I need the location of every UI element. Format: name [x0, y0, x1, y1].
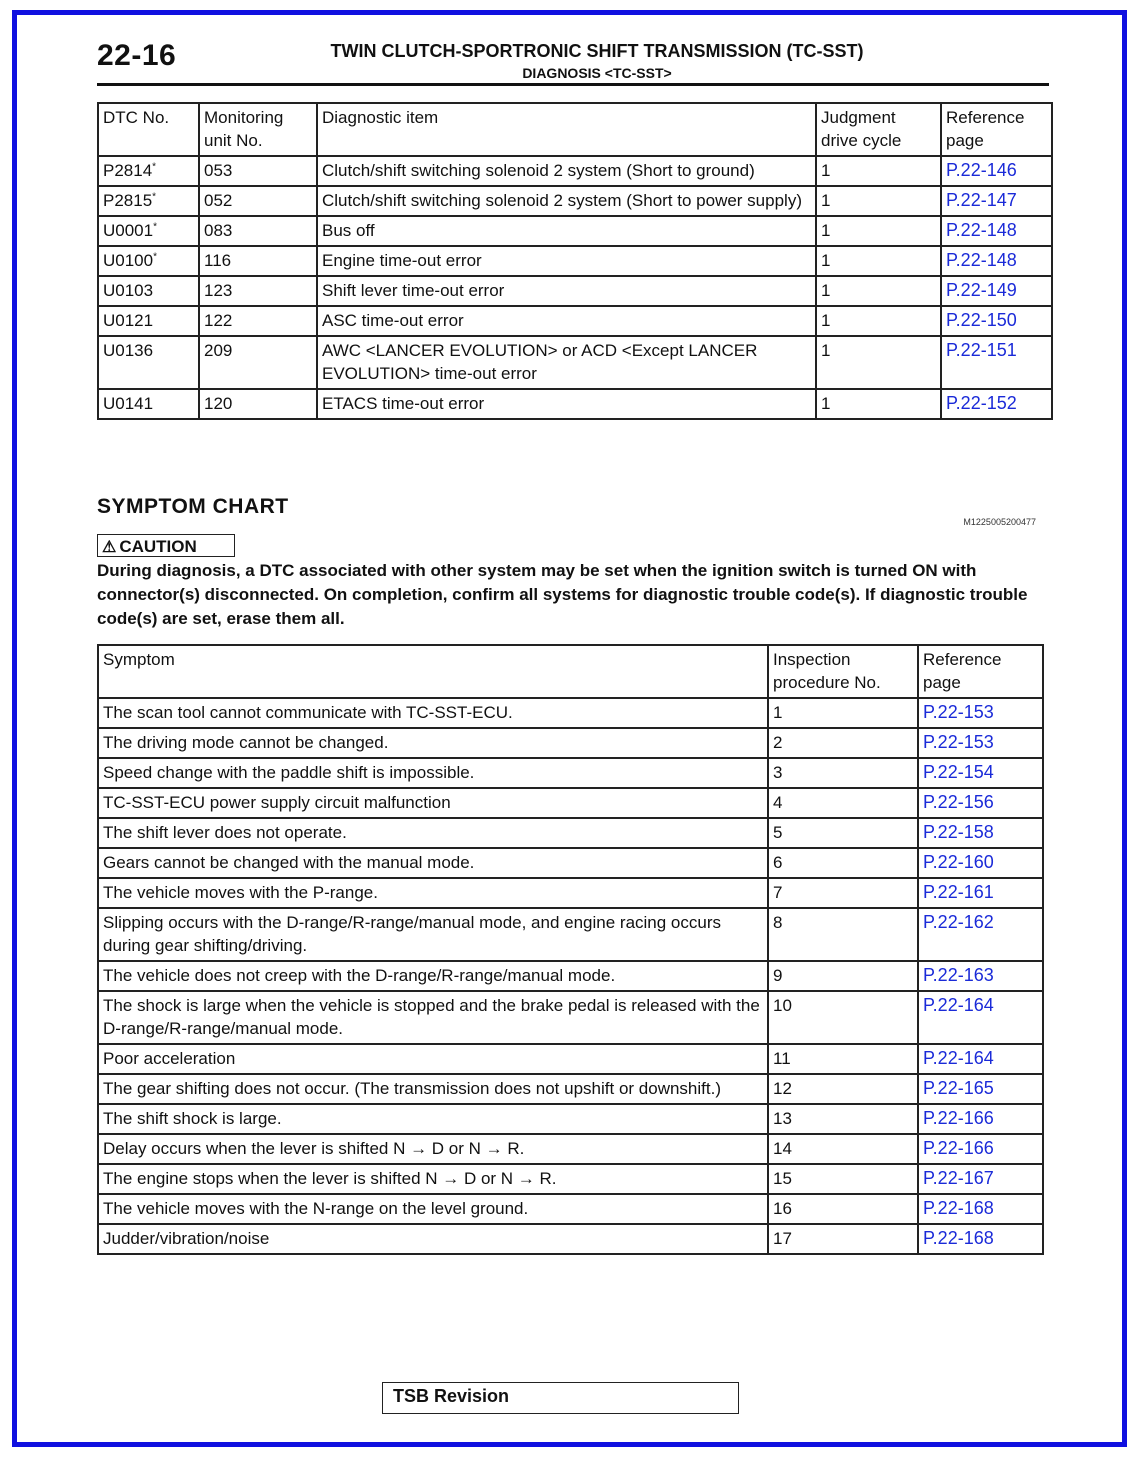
tsb-revision-box: TSB Revision: [382, 1382, 739, 1414]
reference-page-link[interactable]: P.22-158: [923, 822, 994, 842]
table-row: [98, 1134, 1043, 1164]
table-row: [98, 848, 1043, 878]
reference-page-link[interactable]: P.22-152: [946, 393, 1017, 413]
dtc-code: U0001: [103, 221, 154, 240]
symptom-cell: The shift shock is large.: [98, 1104, 768, 1134]
symptom-cell: The vehicle moves with the N-range on the level ground.: [98, 1194, 768, 1224]
reference-page-link[interactable]: P.22-162: [923, 912, 994, 932]
dtc-table-body: [98, 156, 1052, 419]
judgment-cycle-cell: 1: [816, 246, 941, 276]
dtc-header-judgment-cycle: Judgment drive cycle: [816, 103, 941, 156]
table-row: [98, 246, 1052, 276]
symptom-header-reference-page: Reference page: [918, 645, 1043, 698]
diagnostic-item-cell: Bus off: [317, 216, 816, 246]
reference-page-cell: [918, 788, 1043, 818]
symptom-cell: The shift lever does not operate.: [98, 818, 768, 848]
table-row: [98, 1074, 1043, 1104]
table-row: [98, 818, 1043, 848]
diagnostic-item-cell: Clutch/shift switching solenoid 2 system (Short to power supply): [317, 186, 816, 216]
procedure-no-cell: 7: [768, 878, 918, 908]
reference-page-link[interactable]: P.22-166: [923, 1108, 994, 1128]
dtc-code-cell: [98, 156, 199, 186]
symptom-cell: The scan tool cannot communicate with TC-SST-ECU.: [98, 698, 768, 728]
page-content: [17, 15, 1122, 1442]
monitoring-unit-cell: 052: [199, 186, 317, 216]
reference-page-link[interactable]: P.22-164: [923, 995, 994, 1015]
reference-page-link[interactable]: P.22-146: [946, 160, 1017, 180]
procedure-no-cell: 6: [768, 848, 918, 878]
page-subtitle: DIAGNOSIS <TC-SST>: [522, 65, 672, 81]
diagnostic-item-cell: ASC time-out error: [317, 306, 816, 336]
dtc-table-header-row: [98, 103, 1052, 156]
dtc-footnote-mark: *: [153, 251, 158, 263]
dtc-code: U0121: [103, 311, 154, 330]
symptom-table-body: [98, 698, 1043, 1254]
caution-label-text: CAUTION: [119, 537, 197, 556]
table-row: [98, 389, 1052, 419]
procedure-no-cell: 2: [768, 728, 918, 758]
procedure-no-cell: 15: [768, 1164, 918, 1194]
table-row: [98, 878, 1043, 908]
reference-page-cell: [918, 698, 1043, 728]
monitoring-unit-cell: 053: [199, 156, 317, 186]
reference-page-link[interactable]: P.22-161: [923, 882, 994, 902]
table-row: [98, 336, 1052, 389]
reference-page-cell: [941, 336, 1052, 389]
dtc-code: U0100: [103, 251, 154, 270]
procedure-no-cell: 17: [768, 1224, 918, 1254]
header-divider: [97, 83, 1049, 86]
judgment-cycle-cell: 1: [816, 216, 941, 246]
symptom-cell: Poor acceleration: [98, 1044, 768, 1074]
reference-page-cell: [941, 186, 1052, 216]
symptom-cell: Judder/vibration/noise: [98, 1224, 768, 1254]
table-row: [98, 1104, 1043, 1134]
reference-page-cell: [918, 1164, 1043, 1194]
dtc-code: U0103: [103, 281, 154, 300]
symptom-header-procedure-no: Inspection procedure No.: [768, 645, 918, 698]
reference-page-cell: [918, 1104, 1043, 1134]
reference-page-link[interactable]: P.22-168: [923, 1198, 994, 1218]
dtc-footnote-mark: *: [153, 221, 158, 233]
page-number: 22-16: [97, 39, 177, 72]
dtc-header-diagnostic-item: Diagnostic item: [317, 103, 816, 156]
reference-page-link[interactable]: P.22-154: [923, 762, 994, 782]
reference-page-link[interactable]: P.22-166: [923, 1138, 994, 1158]
reference-page-cell: [918, 961, 1043, 991]
judgment-cycle-cell: 1: [816, 186, 941, 216]
diagnostic-item-cell: Shift lever time-out error: [317, 276, 816, 306]
monitoring-unit-cell: 120: [199, 389, 317, 419]
symptom-cell: Slipping occurs with the D-range/R-range/manual mode, and engine racing occurs during gear shifting/driving.: [98, 908, 768, 961]
reference-page-cell: [918, 848, 1043, 878]
symptom-cell: The vehicle does not creep with the D-range/R-range/manual mode.: [98, 961, 768, 991]
reference-page-link[interactable]: P.22-148: [946, 220, 1017, 240]
monitoring-unit-cell: 209: [199, 336, 317, 389]
dtc-code-cell: [98, 336, 199, 389]
dtc-code-cell: [98, 306, 199, 336]
table-row: [98, 698, 1043, 728]
reference-page-link[interactable]: P.22-160: [923, 852, 994, 872]
table-row: [98, 788, 1043, 818]
reference-page-link[interactable]: P.22-153: [923, 732, 994, 752]
dtc-footnote-mark: *: [152, 161, 157, 173]
table-row: [98, 758, 1043, 788]
procedure-no-cell: 10: [768, 991, 918, 1044]
table-row: [98, 186, 1052, 216]
document-id: M1225005200477: [963, 517, 1036, 527]
procedure-no-cell: 9: [768, 961, 918, 991]
reference-page-cell: [918, 758, 1043, 788]
reference-page-cell: [918, 1134, 1043, 1164]
symptom-cell: Speed change with the paddle shift is impossible.: [98, 758, 768, 788]
procedure-no-cell: 4: [768, 788, 918, 818]
table-row: [98, 216, 1052, 246]
reference-page-cell: [918, 1044, 1043, 1074]
procedure-no-cell: 14: [768, 1134, 918, 1164]
reference-page-link[interactable]: P.22-151: [946, 340, 1017, 360]
reference-page-cell: [941, 306, 1052, 336]
reference-page-link[interactable]: P.22-147: [946, 190, 1017, 210]
reference-page-link[interactable]: P.22-149: [946, 280, 1017, 300]
reference-page-link[interactable]: P.22-148: [946, 250, 1017, 270]
reference-page-link[interactable]: P.22-167: [923, 1168, 994, 1188]
dtc-header-monitoring-unit: Monitoring unit No.: [199, 103, 317, 156]
reference-page-cell: [918, 1074, 1043, 1104]
table-row: [98, 961, 1043, 991]
table-row: [98, 276, 1052, 306]
symptom-cell: The driving mode cannot be changed.: [98, 728, 768, 758]
table-row: [98, 156, 1052, 186]
reference-page-link[interactable]: P.22-153: [923, 702, 994, 722]
dtc-code: P2815: [103, 191, 153, 210]
symptom-cell: TC-SST-ECU power supply circuit malfunction: [98, 788, 768, 818]
dtc-table: [97, 102, 1053, 420]
reference-page-link[interactable]: P.22-163: [923, 965, 994, 985]
judgment-cycle-cell: 1: [816, 306, 941, 336]
reference-page-cell: [918, 818, 1043, 848]
dtc-code: U0136: [103, 341, 154, 360]
procedure-no-cell: 1: [768, 698, 918, 728]
dtc-code-cell: [98, 276, 199, 306]
symptom-cell: The gear shifting does not occur. (The transmission does not upshift or downshift.): [98, 1074, 768, 1104]
diagnostic-item-cell: Engine time-out error: [317, 246, 816, 276]
reference-page-link[interactable]: P.22-165: [923, 1078, 994, 1098]
procedure-no-cell: 5: [768, 818, 918, 848]
dtc-header-dtc-no: DTC No.: [98, 103, 199, 156]
procedure-no-cell: 13: [768, 1104, 918, 1134]
dtc-code: U0141: [103, 394, 154, 413]
reference-page-cell: [918, 728, 1043, 758]
judgment-cycle-cell: 1: [816, 276, 941, 306]
reference-page-cell: [918, 1194, 1043, 1224]
dtc-code-cell: [98, 186, 199, 216]
symptom-chart-heading: SYMPTOM CHART: [97, 495, 289, 518]
warning-triangle-icon: ⚠: [102, 539, 117, 556]
dtc-code-cell: [98, 216, 199, 246]
dtc-header-reference-page: Reference page: [941, 103, 1052, 156]
reference-page-cell: [941, 216, 1052, 246]
reference-page-link[interactable]: P.22-164: [923, 1048, 994, 1068]
caution-text: During diagnosis, a DTC associated with other system may be set when the ignition switch is turned ON with connector(s) disconnected. On completion, confirm all systems for diagnostic trouble code(s). If diagnostic trouble code(s) are set, erase them all.: [97, 561, 1028, 628]
table-row: [98, 991, 1043, 1044]
reference-page-cell: [918, 1224, 1043, 1254]
symptom-cell: The shock is large when the vehicle is stopped and the brake pedal is released with the D-range/R-range/manual mode.: [98, 991, 768, 1044]
symptom-header-symptom: Symptom: [98, 645, 768, 698]
diagnostic-item-cell: ETACS time-out error: [317, 389, 816, 419]
reference-page-cell: [918, 878, 1043, 908]
reference-page-link[interactable]: P.22-156: [923, 792, 994, 812]
table-row: [98, 306, 1052, 336]
symptom-cell: The vehicle moves with the P-range.: [98, 878, 768, 908]
caution-label: [97, 534, 235, 557]
monitoring-unit-cell: 116: [199, 246, 317, 276]
monitoring-unit-cell: 083: [199, 216, 317, 246]
page-frame: [12, 10, 1127, 1447]
monitoring-unit-cell: 122: [199, 306, 317, 336]
procedure-no-cell: 8: [768, 908, 918, 961]
table-row: [98, 908, 1043, 961]
procedure-no-cell: 16: [768, 1194, 918, 1224]
reference-page-cell: [941, 389, 1052, 419]
diagnostic-item-cell: AWC <LANCER EVOLUTION> or ACD <Except LANCER EVOLUTION> time-out error: [317, 336, 816, 389]
symptom-table-header-row: [98, 645, 1043, 698]
page-title: TWIN CLUTCH-SPORTRONIC SHIFT TRANSMISSION (TC-SST): [330, 41, 864, 61]
symptom-cell: Delay occurs when the lever is shifted N → D or N → R.: [98, 1134, 768, 1164]
diagnostic-item-cell: Clutch/shift switching solenoid 2 system (Short to ground): [317, 156, 816, 186]
dtc-footnote-mark: *: [152, 191, 157, 203]
dtc-code-cell: [98, 246, 199, 276]
symptom-cell: Gears cannot be changed with the manual mode.: [98, 848, 768, 878]
reference-page-cell: [918, 908, 1043, 961]
reference-page-cell: [918, 991, 1043, 1044]
table-row: [98, 728, 1043, 758]
judgment-cycle-cell: 1: [816, 156, 941, 186]
symptom-cell: The engine stops when the lever is shifted N → D or N → R.: [98, 1164, 768, 1194]
symptom-table: [97, 644, 1044, 1255]
reference-page-cell: [941, 276, 1052, 306]
procedure-no-cell: 3: [768, 758, 918, 788]
table-row: [98, 1194, 1043, 1224]
procedure-no-cell: 12: [768, 1074, 918, 1104]
procedure-no-cell: 11: [768, 1044, 918, 1074]
table-row: [98, 1224, 1043, 1254]
reference-page-link[interactable]: P.22-168: [923, 1228, 994, 1248]
reference-page-link[interactable]: P.22-150: [946, 310, 1017, 330]
table-row: [98, 1164, 1043, 1194]
table-row: [98, 1044, 1043, 1074]
dtc-code-cell: [98, 389, 199, 419]
reference-page-cell: [941, 156, 1052, 186]
judgment-cycle-cell: 1: [816, 336, 941, 389]
reference-page-cell: [941, 246, 1052, 276]
monitoring-unit-cell: 123: [199, 276, 317, 306]
dtc-code: P2814: [103, 161, 153, 180]
judgment-cycle-cell: 1: [816, 389, 941, 419]
